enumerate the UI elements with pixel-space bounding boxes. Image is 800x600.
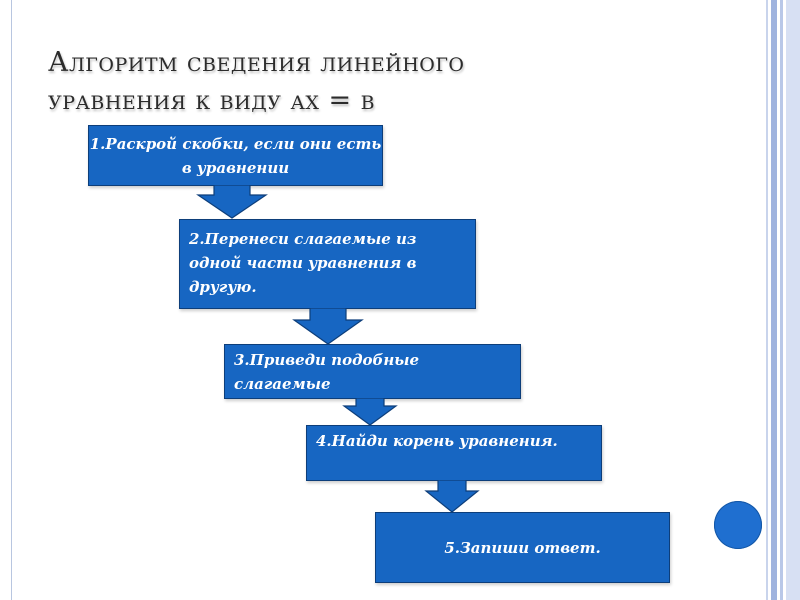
down-arrow-3 — [342, 398, 398, 426]
down-arrow-4 — [424, 480, 480, 513]
right-stripe-1 — [766, 0, 768, 600]
down-arrow-2 — [292, 308, 364, 345]
step-1-box: 1.Раскрой скобки, если они есть в уравнении — [88, 125, 383, 186]
down-arrow-1 — [196, 185, 268, 219]
right-stripe-3 — [780, 0, 783, 600]
step-4-box: 4.Найди корень уравнения. — [306, 425, 602, 481]
slide-title: Алгоритм сведения линейного уравнения к виду ах = в — [48, 47, 465, 116]
step-3-box: 3.Приведи подобные слагаемые — [224, 344, 521, 399]
right-stripe-4 — [786, 0, 800, 600]
step-5-box: 5.Запиши ответ. — [375, 512, 670, 583]
decorative-circle — [714, 501, 762, 549]
step-2-box: 2.Перенеси слагаемые из одной части уравнения в другую. — [179, 219, 476, 309]
left-border-line — [11, 0, 12, 600]
right-stripe-2 — [771, 0, 777, 600]
